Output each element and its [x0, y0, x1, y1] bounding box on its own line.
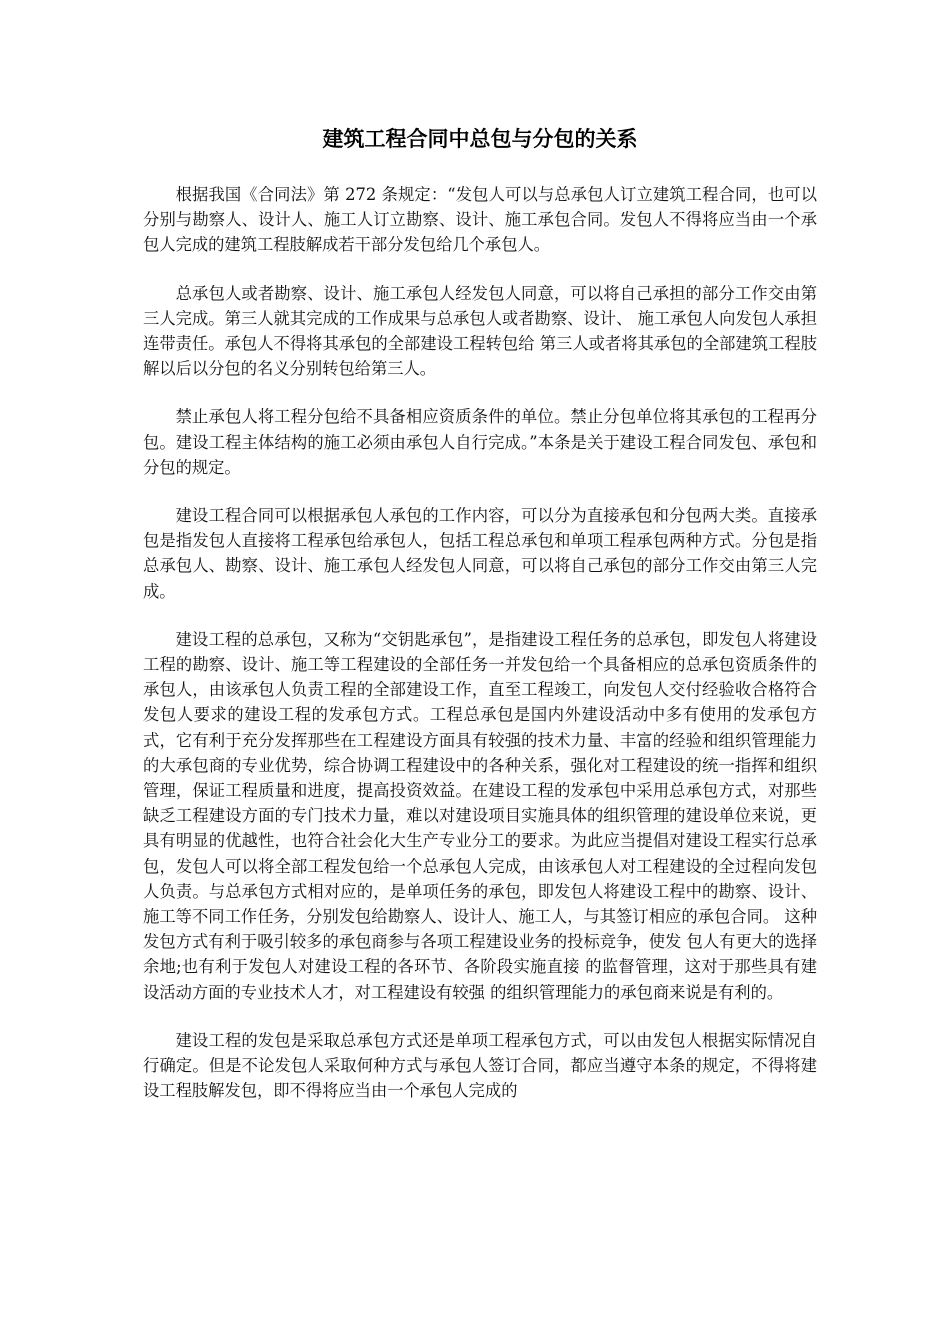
page-title: 建筑工程合同中总包与分包的关系 [322, 127, 638, 151]
paragraph-5: 建设工程的总承包，又称为“交钥匙承包”，是指建设工程任务的总承包，即发包人将建设工程的勘察、设计、施工等工程建设的全部任务一并发包给一个具备相应的总承包资质条件的承包人，由该承包人负责工程的全部建设工作，直至工程竣工，向发包人交付经验收合格符合发包人要求的建设工程的发承包方式。工程总承包是国内外建设活动中多有使用的发承包方式，它有利于充分发挥那些在工程建设方面具有较强的技术力量、丰富的经验和组织管理能力的大承包商的专业优势，综合协调工程建设中的各种关系，强化对工程建设的统一指挥和组织管理，保证工程质量和进度，提高投资效益。在建设工程的发承包中采用总承包方式，对那些缺乏工程建设方面的专门技术力量，难以对建设项目实施具体的组织管理的建设单位来说，更具有明显的优越性，也符合社会化大生产专业分工的要求。为此应当提倡对建设工程实行总承包，发包人可以将全部工程发包给一个总承包人完成，由该承包人对工程建设的全过程向发包人负责。与总承包方式相对应的，是单项任务的承包，即发包人将建设工程中的勘察、设计、施工等不同工作任务，分别发包给勘察人、设计人、施工人，与其签订相应的承包合同。 这种发包方式有利于吸引较多的承包商参与各项工程建设业务的投标竞争，使发 包人有更大的选择余地;也有利于发包人对建设工程的各环节、各阶段实施直接 的监督管理，这对于那些具有建设活动方面的专业技术人才，对工程建设有较强 的组织管理能力的承包商来说是有利的。 [143, 629, 817, 1002]
paragraph-2: 总承包人或者勘察、设计、施工承包人经发包人同意，可以将自己承担的部分工作交由第三人完成。第三人就其完成的工作成果与总承包人或者勘察、设计、 施工承包人向发包人承担连带责任。承包人不得将其承包的全部建设工程转包给 第三人或者将其承包的全部建筑工程肢解以后以分包的名义分别转包给第三人。 [143, 283, 817, 379]
paragraph-1: 根据我国《合同法》第 272 条规定：“发包人可以与总承包人订立建筑工程合同，也可以分别与勘察人、设计人、施工人订立勘察、设计、施工承包合同。发包人不得将应当由一个承包人完成的建筑工程肢解成若干部分发包给几个承包人。 [143, 185, 817, 255]
paragraph-3: 禁止承包人将工程分包给不具备相应资质条件的单位。禁止分包单位将其承包的工程再分包。建设工程主体结构的施工必须由承包人自行完成。”本条是关于建设工程合同发包、承包和分包的规定。 [143, 407, 817, 477]
document-body [143, 182, 817, 1127]
paragraph-6: 建设工程的发包是采取总承包方式还是单项工程承包方式，可以由发包人根据实际情况自行确定。但是不论发包人采取何种方式与承包人签订合同，都应当遵守本条的规定，不得将建设工程肢解发包，即不得将应当由一个承包人完成的 [143, 1030, 817, 1101]
paragraph-4: 建设工程合同可以根据承包人承包的工作内容，可以分为直接承包和分包两大类。直接承包是指发包人直接将工程承包给承包人，包括工程总承包和单项工程承包两种方式。分包是指总承包人、勘察、设计、施工承包人经发包人同意，可以将自己承包的部分工作交由第三人完成。 [143, 506, 817, 601]
